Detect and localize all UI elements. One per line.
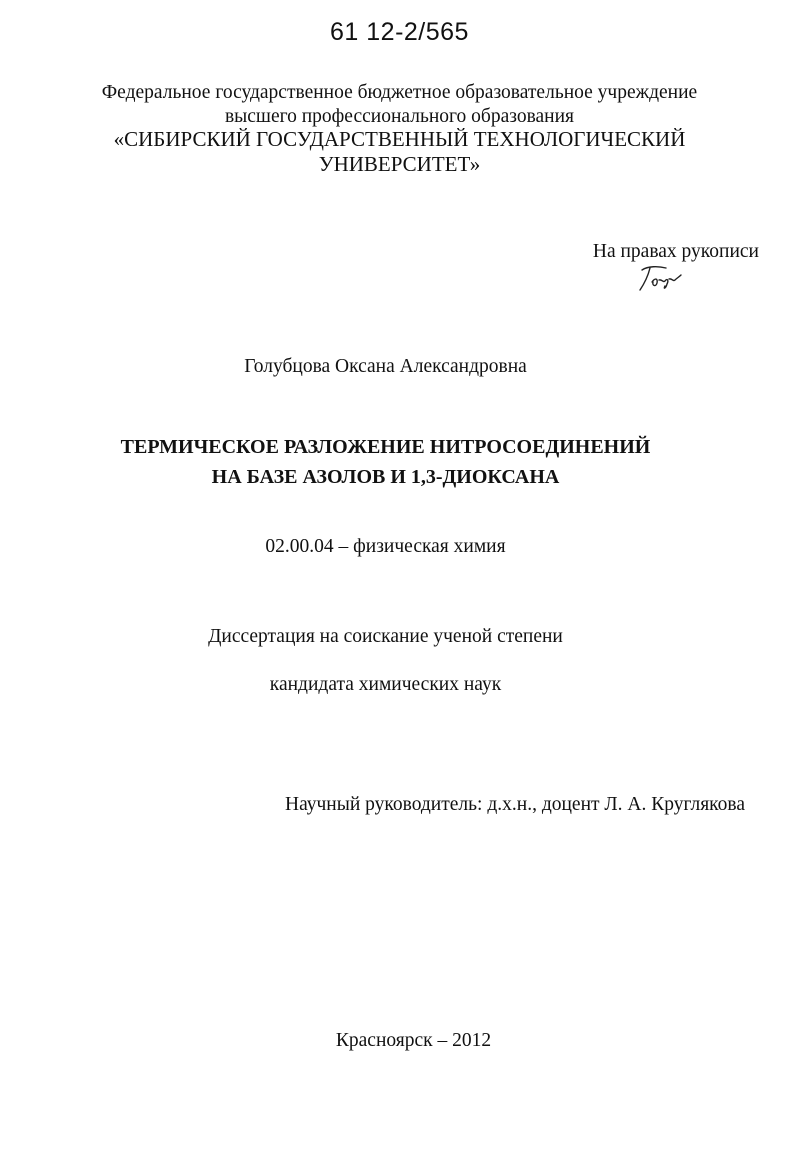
author-name: Голубцова Оксана Александровна (244, 356, 527, 377)
organization-line-2: высшего профессионального образования (224, 106, 575, 127)
manuscript-note: На правах рукописи (592, 241, 759, 262)
degree-line-1: Диссертация на соискание ученой степени (208, 626, 563, 647)
scientific-advisor: Научный руководитель: д.х.н., доцент Л. А. Круглякова (285, 794, 746, 815)
organization-line-3: «СИБИРСКИЙ ГОСУДАРСТВЕННЫЙ ТЕХНОЛОГИЧЕСКИЙ (113, 127, 686, 151)
registration-number: 61 12-2/565 (330, 18, 469, 46)
dissertation-title-line-1: ТЕРМИЧЕСКОЕ РАЗЛОЖЕНИЕ НИТРОСОЕДИНЕНИЙ (120, 436, 651, 458)
city-and-year: Красноярск – 2012 (335, 1030, 492, 1051)
dissertation-title-line-2: НА БАЗЕ АЗОЛОВ И 1,3-ДИОКСАНА (211, 466, 560, 488)
degree-line-2: кандидата химических наук (269, 674, 502, 695)
handwritten-signature (636, 262, 686, 294)
organization-line-1: Федеральное государственное бюджетное образовательное учреждение (101, 82, 698, 103)
organization-line-4: УНИВЕРСИТЕТ» (318, 152, 481, 176)
specialty-code: 02.00.04 – физическая химия (265, 536, 506, 557)
